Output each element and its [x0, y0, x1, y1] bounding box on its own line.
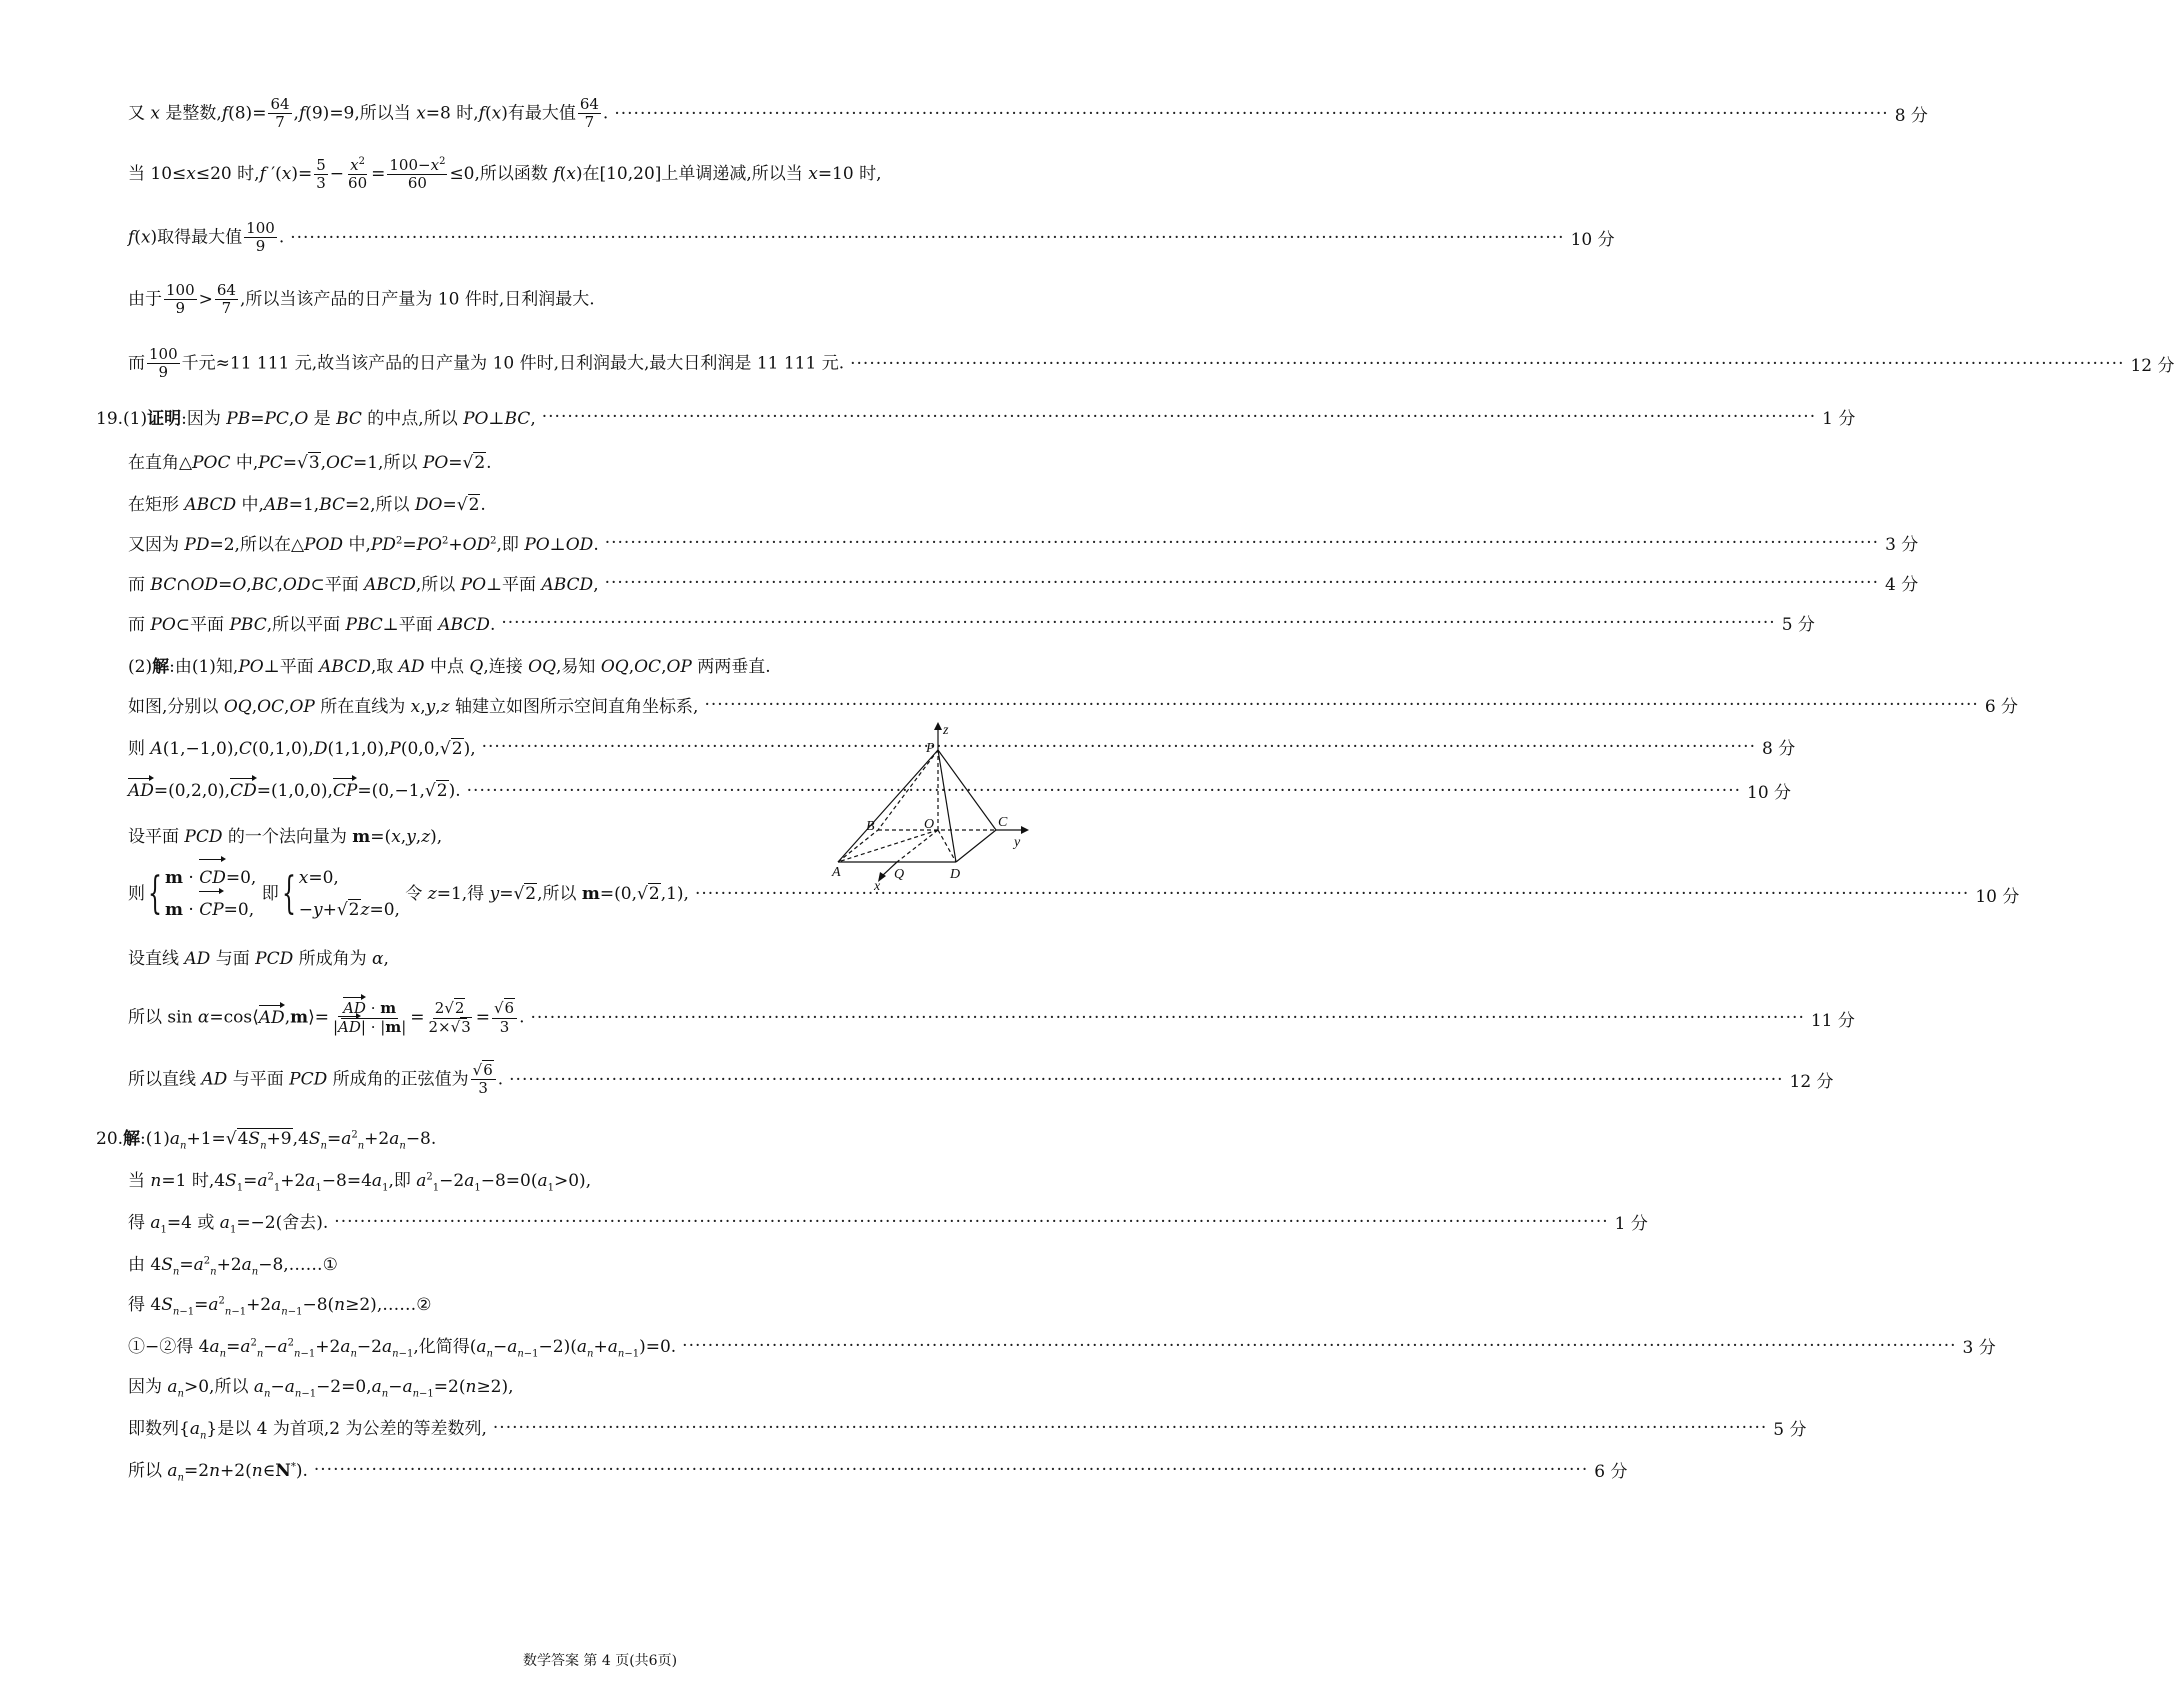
solution-line	[128, 734, 1796, 759]
solution-line	[128, 95, 1928, 132]
score-label: 12 分	[2130, 356, 2175, 377]
solution-line	[128, 1208, 1648, 1236]
leader-dots	[850, 354, 2124, 374]
line-text: 而 $\frac{100}{9}$ 千元≈11 111 元,故当该产品的日产量为 10 件时,日利润最大,最大日利润是 11 111 元.	[128, 345, 845, 382]
leader-dots	[482, 737, 1756, 757]
line-text: ①−②得 $4a_n=a^2_n-a^2_{n-1}+2a_n-2a_{n-1}$,化简得$(a_n-a_{n-1}-2)(a_n+a_{n-1})=0$.	[128, 1337, 677, 1360]
solution-line	[128, 652, 1106, 677]
label-p: P	[926, 741, 935, 756]
solution-line	[128, 858, 2020, 930]
score-label: 10 分	[1747, 783, 1792, 803]
solution-line	[128, 1414, 1807, 1442]
label-b: B	[866, 819, 875, 834]
line-text: 即数列$\{a_n\}$是以 4 为首项,2 为公差的等差数列,	[128, 1419, 487, 1442]
solution-line	[128, 1061, 1834, 1098]
solution-line	[128, 219, 1615, 256]
score-label: 6 分	[1984, 697, 2019, 717]
label-y: y	[1014, 835, 1021, 850]
line-text: 由 $4S_n=a^2_n+2a_n-8,\dots\dots ①$	[128, 1255, 338, 1278]
leader-dots	[682, 1336, 1956, 1356]
line-text: 在矩形 ABCD 中,AB=1,BC=2,所以 DO=√2.	[128, 495, 486, 515]
solution-line	[128, 610, 1815, 635]
page-footer: 数学答案 第 4 页(共6页)	[522, 1653, 678, 1669]
leader-dots	[314, 1460, 1588, 1480]
solution-line	[128, 1332, 1996, 1360]
line-text: 又因为 PD=2,所以在△POD 中$,PD^2=PO^2+OD^2$,即 PO⊥OD.	[128, 535, 599, 555]
solution-line	[128, 530, 1919, 555]
line-text: 当 n=1 时$,4S_1=a^2_1+2a_1-8=4a_1$,即 $a^2_1-2a_1-8=0(a_1>0)$,	[128, 1171, 592, 1194]
label-d: D	[950, 867, 961, 882]
solution-line	[128, 1250, 1106, 1277]
score-label: 8 分	[1761, 739, 1796, 759]
line-text: 如图,分别以 OQ,OC,OP 所在直线为 x,y,z 轴建立如图所示空间直角坐标系,	[128, 697, 699, 717]
solution-line	[128, 570, 1919, 595]
line-text: 则 A(1,−1,0),C(0,1,0),D(1,1,0),P(0,0,√2),	[128, 739, 476, 759]
score-label: 1 分	[1614, 1214, 1648, 1235]
leader-dots	[614, 104, 1888, 124]
leader-dots	[605, 573, 1879, 593]
line-text: 在直角△POC 中,PC=√3,OC=1,所以 PO=√2.	[128, 453, 492, 473]
solution-line	[128, 944, 1106, 969]
score-label: 5 分	[1781, 615, 1815, 635]
solution-line	[128, 1290, 1106, 1317]
solution-line	[128, 1456, 1628, 1484]
score-label: 4 分	[1884, 575, 1919, 595]
solution-line	[128, 490, 1106, 515]
score-label: 10 分	[1975, 886, 2020, 907]
leader-dots	[334, 1212, 1608, 1232]
score-label: 6 分	[1594, 1462, 1628, 1483]
line-text: 所以 sin α=cos⟨AD,m⟩= $\frac{AD \cdot m}{|AD| \cdot |m|}$ = $\frac{2√2}{2\times√3}$ = $\frac{√6}{3}$ .	[128, 999, 525, 1036]
label-c: C	[998, 815, 1008, 830]
leader-dots	[509, 1070, 1783, 1090]
pyramid-figure	[832, 722, 1056, 894]
solution-line	[96, 404, 1856, 429]
solution-line	[128, 1166, 1106, 1193]
line-text: 20.解$:(1)a_n+1=√4S_n+9,4S_n=a^2_n+2a_n-8$.	[96, 1129, 437, 1152]
label-q: Q	[894, 867, 905, 882]
line-text: 当 10≤x≤20 时,f ′(x)= $\frac{5}{3}$ − $\frac{x^2}{60}$ = $\frac{100-x^2}{60}$ ≤0,所以函数 f(x)在[10,20]上单调递减,所以当 x=10 时,	[128, 155, 882, 193]
solution-line	[128, 345, 2175, 382]
score-label: 10 分	[1570, 230, 1615, 251]
leader-dots	[542, 407, 1816, 427]
score-label: 8 分	[1894, 106, 1928, 127]
line-text: 因为 $a_n>0$,所以 $a_n-a_{n-1}-2=0,a_n-a_{n-1}=2(n\ge 2)$,	[128, 1377, 514, 1400]
line-text: 又 x 是整数,f(8)= $\frac{64}{7}$ ,f(9)=9,所以当 x=8 时,f(x)有最大值 $\frac{64}{7}$ .	[128, 95, 609, 132]
label-z: z	[943, 723, 949, 738]
score-label: 12 分	[1789, 1072, 1834, 1093]
score-label: 3 分	[1885, 535, 1919, 555]
solution-line	[128, 990, 1855, 1046]
leader-dots	[605, 533, 1879, 553]
line-text: 设平面 PCD 的一个法向量为 m=(x,y,z),	[128, 827, 443, 847]
line-text: AD=(0,2,0),CD=(1,0,0),CP=(0,−1,√2).	[128, 780, 461, 801]
score-label: 11 分	[1810, 1010, 1855, 1031]
leader-dots	[501, 613, 1775, 633]
line-text: 所以直线 AD 与平面 PCD 所成角的正弦值为 $\frac{√6}{3}$ .	[128, 1061, 504, 1098]
line-text: 而 BC∩OD=O,BC,OD⊂平面 ABCD,所以 PO⊥平面 ABCD,	[128, 575, 599, 595]
solution-line	[96, 1124, 1106, 1151]
line-text: f(x)取得最大值 $\frac{100}{9}$ .	[128, 219, 285, 256]
line-text: 19.(1)证明:因为 PB=PC,O 是 BC 的中点,所以 PO⊥BC,	[96, 409, 536, 429]
leader-dots	[290, 228, 1564, 248]
solution-line	[128, 448, 1106, 473]
score-label: 3 分	[1962, 1338, 1996, 1359]
leader-dots	[531, 1008, 1805, 1028]
line-text: 所以 $a_n=2n+2(n\in N^*)$.	[128, 1461, 308, 1484]
label-a: A	[832, 865, 841, 880]
solution-line	[128, 1372, 1106, 1399]
leader-dots	[704, 695, 1978, 715]
solution-line	[128, 822, 820, 847]
line-text: 由于 $\frac{100}{9}$ > $\frac{64}{7}$ ,所以当该产品的日产量为 10 件时,日利润最大.	[128, 281, 595, 318]
solution-line	[128, 778, 1792, 803]
leader-dots	[467, 781, 1741, 801]
label-x: x	[874, 879, 881, 894]
label-o: O	[924, 817, 935, 832]
score-label: 1 分	[1822, 409, 1856, 429]
line-text: 得 $4S_{n-1}=a^2_{n-1}+2a_{n-1}-8(n\ge 2),\dots\dots ②$	[128, 1295, 432, 1318]
line-text: 得 $a_1=4$ 或 $a_1=-2$(舍去).	[128, 1213, 329, 1236]
line-text: 而 PO⊂平面 PBC,所以平面 PBC⊥平面 ABCD.	[128, 615, 496, 635]
leader-dots	[493, 1418, 1767, 1438]
solution-line	[128, 156, 1106, 193]
solution-line	[128, 692, 2019, 717]
line-text: 设直线 AD 与面 PCD 所成角为 α,	[128, 949, 389, 969]
score-label: 5 分	[1773, 1420, 1807, 1441]
line-text: (2)解:由(1)知,PO⊥平面 ABCD,取 AD 中点 Q,连接 OQ,易知 OQ,OC,OP 两两垂直.	[128, 657, 771, 677]
line-text: 则{ m · CD=0, m · CP=0, 即{ x=0, −y+√2z=0, 令 z=1,得 y=√2,所以 m=(0,√2,1),	[128, 862, 689, 927]
solution-line	[128, 282, 1106, 318]
